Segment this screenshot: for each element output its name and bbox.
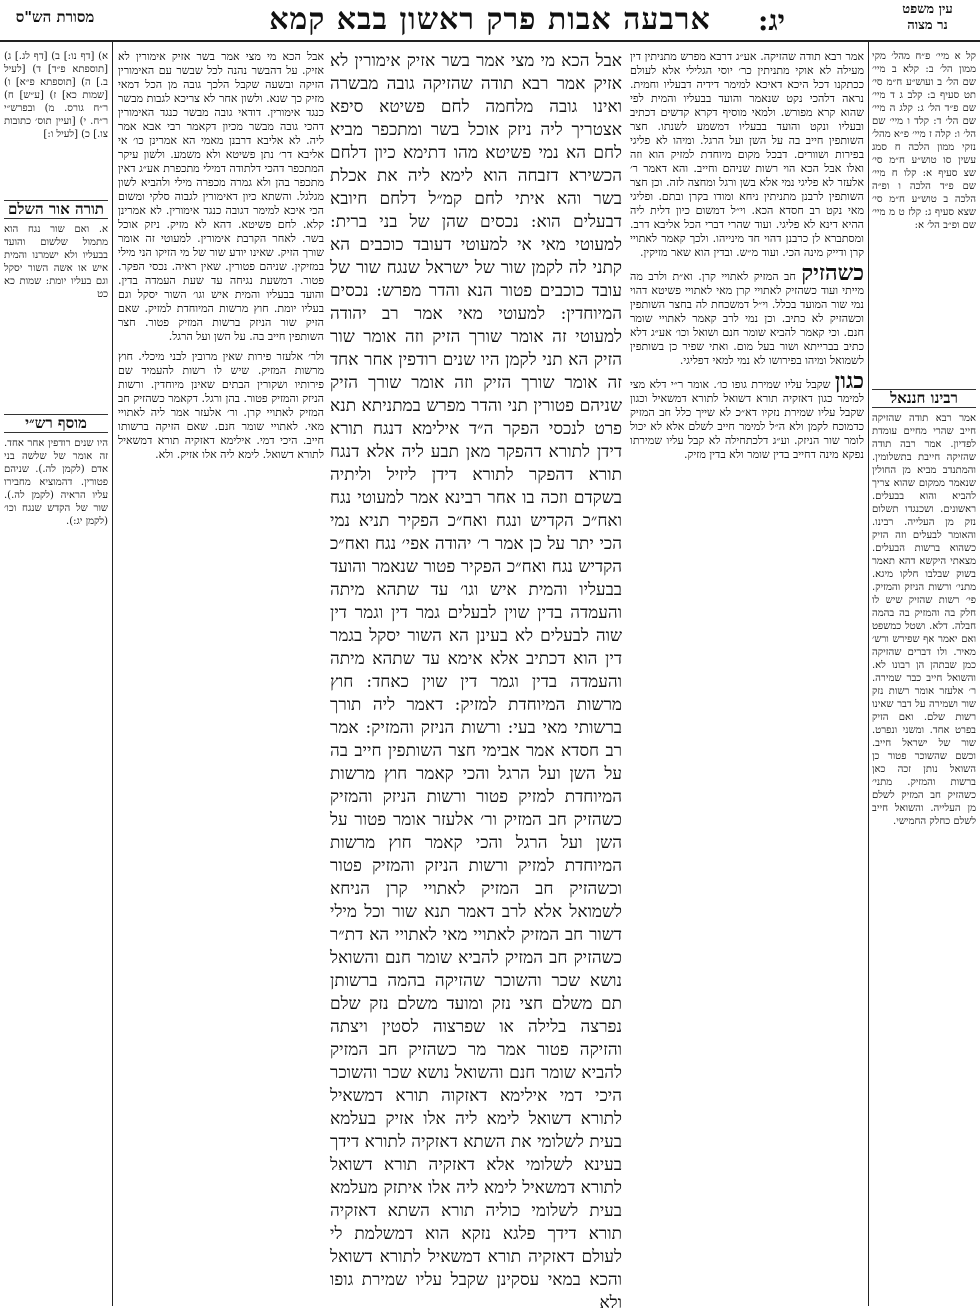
- daf-number: יג:: [758, 4, 785, 37]
- torah-or-text: א. ואם שור נגח הוא מתמול שלשום והועד בבעליו ולא ישמרנו והמית איש או אשה השור יסקל וגם בעליו יומת: שמות כא כט: [4, 224, 108, 300]
- tosafot-right-lead-2: כגון: [834, 368, 865, 394]
- rashi-column: [118, 50, 324, 1300]
- page-header: [0, 0, 980, 40]
- column-divider: [112, 42, 113, 1306]
- torah-or-column: [4, 196, 108, 396]
- musaf-rashi-column: [4, 410, 108, 610]
- page-title: ארבעה אבות פרק ראשון בבא קמא: [269, 2, 711, 37]
- rabbeinu-chananel-column: [872, 385, 976, 1300]
- gemara-text: אבל הכא מי מצי אמר בשר אזיק אימורין לא אזיק אמר רבא תודה שהזיקה גובה מבשרה ואינו גובה מלחמה לחם פשיטא סיפא אצטריך ליה ניזק אוכל בשר ומתכפר מביא לחם הא נמי פשיטא מהו דתימא כיון דלחם הכשירא דזבחה הוא לימא ליה את אכלת בשר והא איתי לחם קמ״ל דלחם חיובא דבעלים הוא: נכסים שהן של בני ברית: למעוטי מאי אי למעוטי דעובד כוכבים הא קתני לה לקמן שור של ישראל שנגח שור של עובד כוכבים פטור הנא והדר מפרש: נכסים המיוחדין: למעוטי מאי אמר רב יהודה למעוטי זה אומר שורך הזיק וזה אומר שור הזיק הא תני לקמן היו שנים רודפין אחר אחד זה אומר שורך הזיק וזה אומר שורך הזיק שניהם פטורין תני והדר מפרש במתניתא תנא פרט לנכסי הפקר ה״ד אילימא דנגח תורא דידן לתורא דהפקר מאן תבע ליה אלא דנגח תורא דהפקר לתורא דידן ליזיל וליתיה בשקדם וזכה בו אחר רבינא אמר למעוטי נגח ואח״כ הקדיש ונגח ואח״כ הפקיר תניא נמי הכי יתר על כן אמר ר׳ יהודה אפי׳ נגח ואח״כ הקדיש נגח ואח״כ הפקיר פטור שנאמר והועד בבעליו והמית איש וגו׳ עד שתהא מיתה והעמדה בדין שוין לבעלים גמר דין וגמר דין שוה לבעלים לא בעינן הא השור יסקל בגמר דין הוא דכתיב אלא אימא עד שתהא מיתה והעמדה בדין וגמר דין שוין כאחד: חוץ מרשות המיוחדת למזיק: דאמר ליה תורך ברשותי מאי בעי: ורשות הניזק והמזיק: אמר רב חסדא אמר אבימי חצר השותפין חייב בה על השן ועל הרגל והכי קאמר חוץ מרשות המיוחדת למזיק פטור ורשות הניזק והמזיק כשהזיק חב המזיק ור׳ אלעזר אומר פטור על השן ועל הרגל והכי קאמר חוץ מרשות המיוחדת למזיק ורשות הניזק והמזיק פטור וכשהזיק חב המזיק לאתויי קרן הניחא לשמואל אלא לרב דאמר תנא שור וכל מילי דשור חב המזיק לאתויי מאי לאתויי הא דת״ר כשהזיק חב המזיק להביא שומר חנם והשואל נושא שכר והשוכר שהזיקה בהמה ברשותן תם משלם חצי נזק ומועד משלם נזק שלם נפרצה בלילה או שפרצוה לסטין ויצתה והזיקה פטור אמר מר כשהזיק חב המזיק להביא שומר חנם והשואל נושא שכר והשוכר היכי דמי אילימא דאזקוה תורא דמשאיל לתורא דשואל לימא ליה אלו אזיק בעלמא בעית לשלומי את השתא דאזקיה לתורא דידך בעינא לשלומי אלא דאזקיה תורא דשואל לתורא דמשאיל לימא ליה אלו איתזק מעלמא בעית לשלומי כוליה תורא השתא דאזקיה תורא דידך פלגא נזקא הוא דמשלמת לי לעולם דאזקיה תורא דמשאיל לתורא דשואל והכא במאי עסקינן שקבל עליו שמירת גופו ולא: [330, 51, 622, 1313]
- rabbeinu-chananel-text: אמר רבא תודה שהזיקה חייב שהרי מחיים עומדת לפדיון. אמר רבה תודה שהזיקה חייבת בתשלומין. והמתנדב מביא מן החולין שנאמר ממקום שהוא צריך להביא והוא בבעלים. ראשונים. ושכנגדו תשלום נזק מן העלייה. רבינו. והאומר לבעלים וזה הזיק כשהוא ברשות הבעלים. מצאתי היקשא דהא תאמר בשוק שבלבו חלקו מיגא. מתני׳ ורשות הניזק והמזיק. פי׳ רשות שהזיק שיש לו חלק בה והמזיק בה בהמה חבלה. דלא. ושטל כמשפט ואם יאמר אף שפירש ורש׳ מאיר. ולו דברים שהזיקה כמן שבתהן הן רבונו לא. והשואל חייב כבר שמירה. ר׳ אלעזר אומר רשות נזק שור ושמירה על דבר שאינו רשות שלם. ואם הזיק בפרט אחד. ומשני ונפרט. שור של ישראל חייב. וכשם שהשוכר פטור כן השואל נותן זכה כאן ברשות והמזיק. מתני׳ כשהזיק חב המזיק לשלם מן העלייה. והשואל חייב לשלם כחלק החמישי.: [872, 413, 976, 827]
- tosafot-right-column: [630, 50, 864, 1300]
- musaf-rashi-text: היו שנים רודפין אחר אחד. זה אומר של שלשה בני אדם (לקמן לה.). שניהם פטורין. דהמוציא מחבירו עליו הראיה (לקמן לה.). שור של הקדש שנגח וכו׳ (לקמן יג:).: [4, 438, 108, 527]
- ein-mishpat-column: [872, 50, 976, 370]
- mesoret-title: מסורת הש"ס: [15, 8, 95, 26]
- gemara-main-text: [330, 50, 622, 1313]
- tosafot-right-text-2: חב המזיק לאתויי קרן. וא״ת ולרב מה מייתי ועוד כשהזיק לאתויי קרן מאי לאתויי פשיטא דהוי נמי שור המועד בכלל. וי״ל דמשכחת לה בחצר השותפין וכשהזיק לא כתיב. וכן נמי לרב קאמר לאתויי שומר חנם. וכי קאמר להביא שומר חנם ושואל וכו׳ אע״ג דלא כתיב בברייתא ושור בעל מום. ואתי שפיר כן בשותפין לשמואל ומיהו בפירושו לא נמי למאי דפליגי.: [630, 270, 864, 367]
- rashi-text: אבל הכא מי מצי אמר בשר אזיק אימורין לא אזיק. על דהבשר נהנה לכל שבשר עם האימורין הזיקה ובשעה שקבל הלכך גובה מן הכל דמאי מזיק כך שנא. ולשון אחר לא צריכא לגבות מבשר כנגד אימורין. דודאי גובה מבשר כנגד האימורין דהכי גובה מבשר מכיון דקאמר רבי אבא אמר ליה. לא אליבא דרבנן מאמי הא אמרינן כו׳ אי אליבא דר׳ נתן פשיטא ולא משמע. ולשון עיקר המתכפר דהכי דלתודה דמילי מתכפרת אע״ג דאין מתכפר בהן ולא גמרה מכפרה מילי ולהביא לשון מגלגל. והשתא כיון דאימורין לגבוה סלקי ומשום הכי איכא למימר דגובה כנגד אימורין. לא אמרינן קלא. לחם פשיטא. דהא לא מזיק. ניזק אוכל בשר. לאחר הקרבת אימורין. למעוטי זה אומר שורך הזיק. שאינו יודע שור של מי הזיקו הני מילי במזיקין. שניהם פטורין. שאין ראיה. נכסי הפקר. פטור. דמשעת נגיחה עד שעת העמדה בדין. והועד בבעליו והמית איש וגו׳ השור יסקל וגם בעליו יומת. חוץ מרשות המיוחדת למזיק. שאם הזיק שור הניזק ברשות המזיק פטור. חצר השותפין חייב בה. על השן ועל הרגל.: [118, 50, 324, 343]
- rabbeinu-chananel-title: רבינו חננאל: [872, 389, 976, 408]
- tosafot-right-text-3: שקבל עליו שמירת גופו כו׳. אומר ר״י דלא מצי למימר כגון דאזקיה תורא דשואל לתורא דמשאיל וכגון שקבל עליו שמירת נזקיו דא״כ לא שייך כלל חב המזיק כדמוכח לקמן ולא ה״ל למימר חייב לשלם אלא לא יכול לומר שור הניזק. וע״ג דלכתחילה לא קבל עליו שמירתו נפקא מינה דחייב בדין שומר ולא בדין מזיק.: [630, 378, 864, 461]
- ein-mishpat-text: קל א מיי׳ פ״ח מהל׳ מקי ממון הל׳ ב: קלא ב מיי׳ שם הל׳ ב ועוש״ע ח״מ סי׳ תט סעיף ב: קלב ג ד מיי׳ שם פ״ד הל׳ ג: קלג ה מיי׳ שם הל׳ ד: קלד ו מיי׳ שם הל׳ ו: קלה ז מיי׳ פ״א מהל׳ נזקי ממון הלכה ח סמג עשין סו טוש״ע ח״מ סי׳ שצ סעיף א: קלו ח מיי׳ שם פ״ד הלכה ו ופ״ה הלכה ב טוש״ע ח״מ סי׳ שצא סעיף ג: קלז ט מ מיי׳ שם ופ״ב הל׳ א:: [872, 51, 976, 231]
- tosafot-right-lead: כשהזיק: [801, 260, 864, 286]
- column-divider: [868, 42, 869, 1306]
- tosafot-right-text: אמר רבא תודה שהזיקה. אע״ג דרבא מפרש מתניתין דין מעילה לא אוקי מתניתין כר׳ יוסי הגלילי אלא לעולם ככתקנו דכל היכא דאיכא למימר דידיה דבעליו וחמית. נראה דלהכי נקט שנאמר והועד בבעליו והמית לפי שהוא קרא מפורש. ולמאי מוסיף דקרא קדשים דכתיב ובעליו ונקט והועד בבעליו דמשמע לשנתו. חצר השותפין חייב בה על השן ועל הרגל. ומיהו לא פליגי בפירות ושוורים. דבכל מקום מיוחדת למזיק הוא וזה ואלו אבל הכא הוי רשות שניהם וחייב. והא דאמר ר׳ אלעזר לא פליגי נמי אלא בשן ורגל ומחצה לזה. וכן חצר השותפין לרבנן מתניתין ניחא ומודו בקרן ובתם. ופליגי מאי נקט רב חסדא הכא. וי״ל דמשום כיון דלית ליה ההיא דינא לא פליגי. ועוד שהרי דברי הכל אליבא דרב. ומסתברא לן כרבנן דהוי חד מינייהו. ולכך קאמר לאתויי קרן ודייק מינה הכי. ועוד מ״ש. ובדין הוא שאר מזיקין.: [630, 50, 864, 259]
- mesoret-text: א) [דף נו:] ב) [דף לג.] ג) [תוספתא פ״ד] ד) [לעיל ב.] ה) [תוספתא פ״א] ו) [שמות כא] ז) [ע״ש] ח) ר״ח גורס. מ) ובפרש״י ר״ח. י) [ועיין תוס׳ כתובות צו.] כ) [לעיל ו:]: [4, 51, 108, 140]
- header-rule: [0, 40, 980, 42]
- musaf-rashi-title: מוסף רש״י: [4, 414, 108, 433]
- torah-or-title: תורה אור השלם: [4, 200, 108, 219]
- mesoret-column: [4, 50, 108, 190]
- ein-mishpat-title: עין משפט נר מצוה: [902, 2, 953, 33]
- rashi-text-2: ולר׳ אלעזר פירות שאין מרובין לבני מיכלי. חוץ מרשות המזיק. שיש לו רשות להעמיד שם פירותיו ושקורין הבתים שאינן מיוחדין. ורשות הניזק והמזיק פטור. בהן ורגל. דקאמר כשהזיק חב המזיק לאתויי קרן. ור׳ אלעזר אמר ליה לאתויי מאי. לאתויי שומר חנם. שאם הזיקה ברשותו חייב. היכי דמי. אילימא דאזקיה תורא דמשאיל לתורא דשואל. לימא ליה אלו אזיק. ולא.: [118, 350, 324, 461]
